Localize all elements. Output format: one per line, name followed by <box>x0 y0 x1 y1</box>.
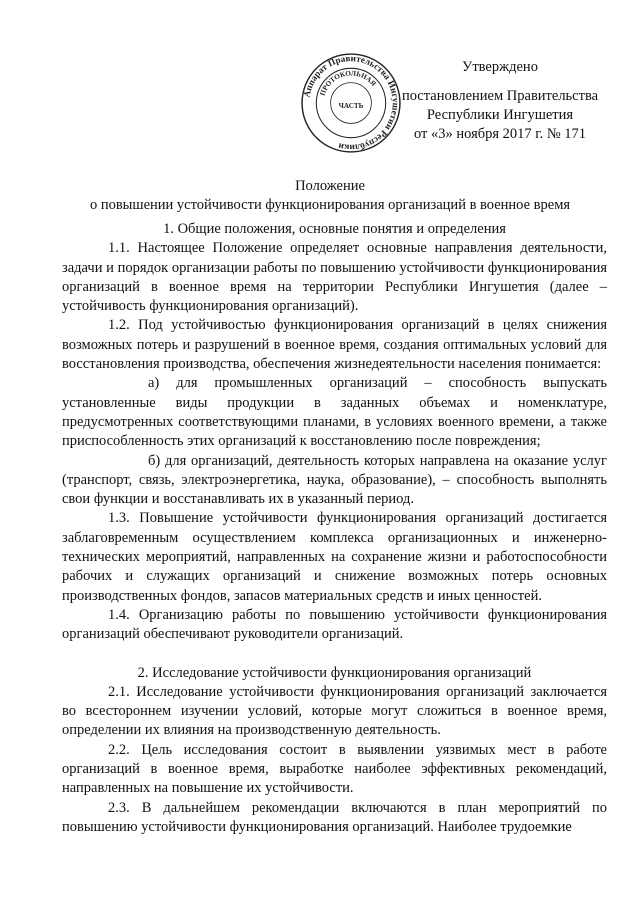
approval-line-1: постановлением Правительства <box>401 88 599 104</box>
document-subtitle: о повышении устойчивости функционирования организаций в военное время <box>89 197 571 213</box>
svg-text:ЧАСТЬ: ЧАСТЬ <box>338 102 364 111</box>
paragraph-2-3: 2.3. В дальнейшем рекомендации включаются в план мероприятий по повышению устойчивости функционирования организаций. Наиболее трудоемкие <box>62 799 607 835</box>
approval-line-2: Республики Ингушетия <box>426 107 574 123</box>
section-spacer <box>62 645 607 664</box>
section-2-heading: 2. Исследование устойчивости функционирования организаций <box>137 664 532 681</box>
approval-line-3: от «3» ноября 2017 г. № 171 <box>413 126 587 142</box>
paragraph-2-1: 2.1. Исследование устойчивости функционирования организаций заключается во всестороннем изучении условий, которые могут сложиться в военное время, определении их влияния на производственную деятельность. <box>62 683 607 739</box>
paragraph-1-2-b: б) для организаций, деятельность которых направлена на оказание услуг (транспорт, связь, электроэнергетика, наука, образование), – способность выполнять свои функции и восстанавливать их в указанный период. <box>62 452 607 508</box>
paragraph-1-3: 1.3. Повышение устойчивости функционирования организаций достигается заблаговременным осуществлением комплекса организационных и инженерно-технических мероприятий, направленных на сохранение жизни и работоспособности рабочих и служащих организаций и снижение возможных потерь основных производственных фондов, запасов материальных средств и иных ценностей. <box>62 510 607 604</box>
svg-text:Аппарат Правительства Ингушети: Аппарат Правительства Ингушетии Республики <box>301 53 401 153</box>
svg-text:ПРОТОКОЛЬНАЯ: ПРОТОКОЛЬНАЯ <box>318 69 378 97</box>
paragraph-1-1: 1.1. Настоящее Положение определяет основные направления деятельности, задачи и порядок организации работы по повышению устойчивости функционирования организаций в военное время на территории Республики Ингушетия (далее – устойчивость функционирования организаций). <box>62 240 607 315</box>
section-1-heading: 1. Общие положения, основные понятия и определения <box>163 221 506 237</box>
paragraph-2-2: 2.2. Цель исследования состоит в выявлении уязвимых мест в работе организаций в военное время, выработке наиболее эффективных рекомендаций, направленных на повышение их устойчивости. <box>62 741 607 797</box>
document-body <box>62 220 607 837</box>
paragraph-1-2-a: а) для промышленных организаций – способность выпускать установленные виды продукции в заданных объемах и номенклатуре, предусмотренных соответствующими планами, в условиях военного времени, а также приспособленность этих организаций к восстановлению после повреждения; <box>62 375 607 450</box>
approval-block <box>380 58 620 144</box>
paragraph-1-4: 1.4. Организацию работы по повышению устойчивости функционирования организаций обеспечивают руководители организаций. <box>62 606 607 643</box>
document-title: Положение <box>295 178 365 194</box>
approval-title: Утверждено <box>462 59 538 75</box>
paragraph-1-2: 1.2. Под устойчивостью функционирования организаций в целях снижения возможных потерь и разрушений в военное время, создания оптимальных условий для восстановления производства, обеспечения жизнедеятельности населения понимается: <box>62 317 607 373</box>
